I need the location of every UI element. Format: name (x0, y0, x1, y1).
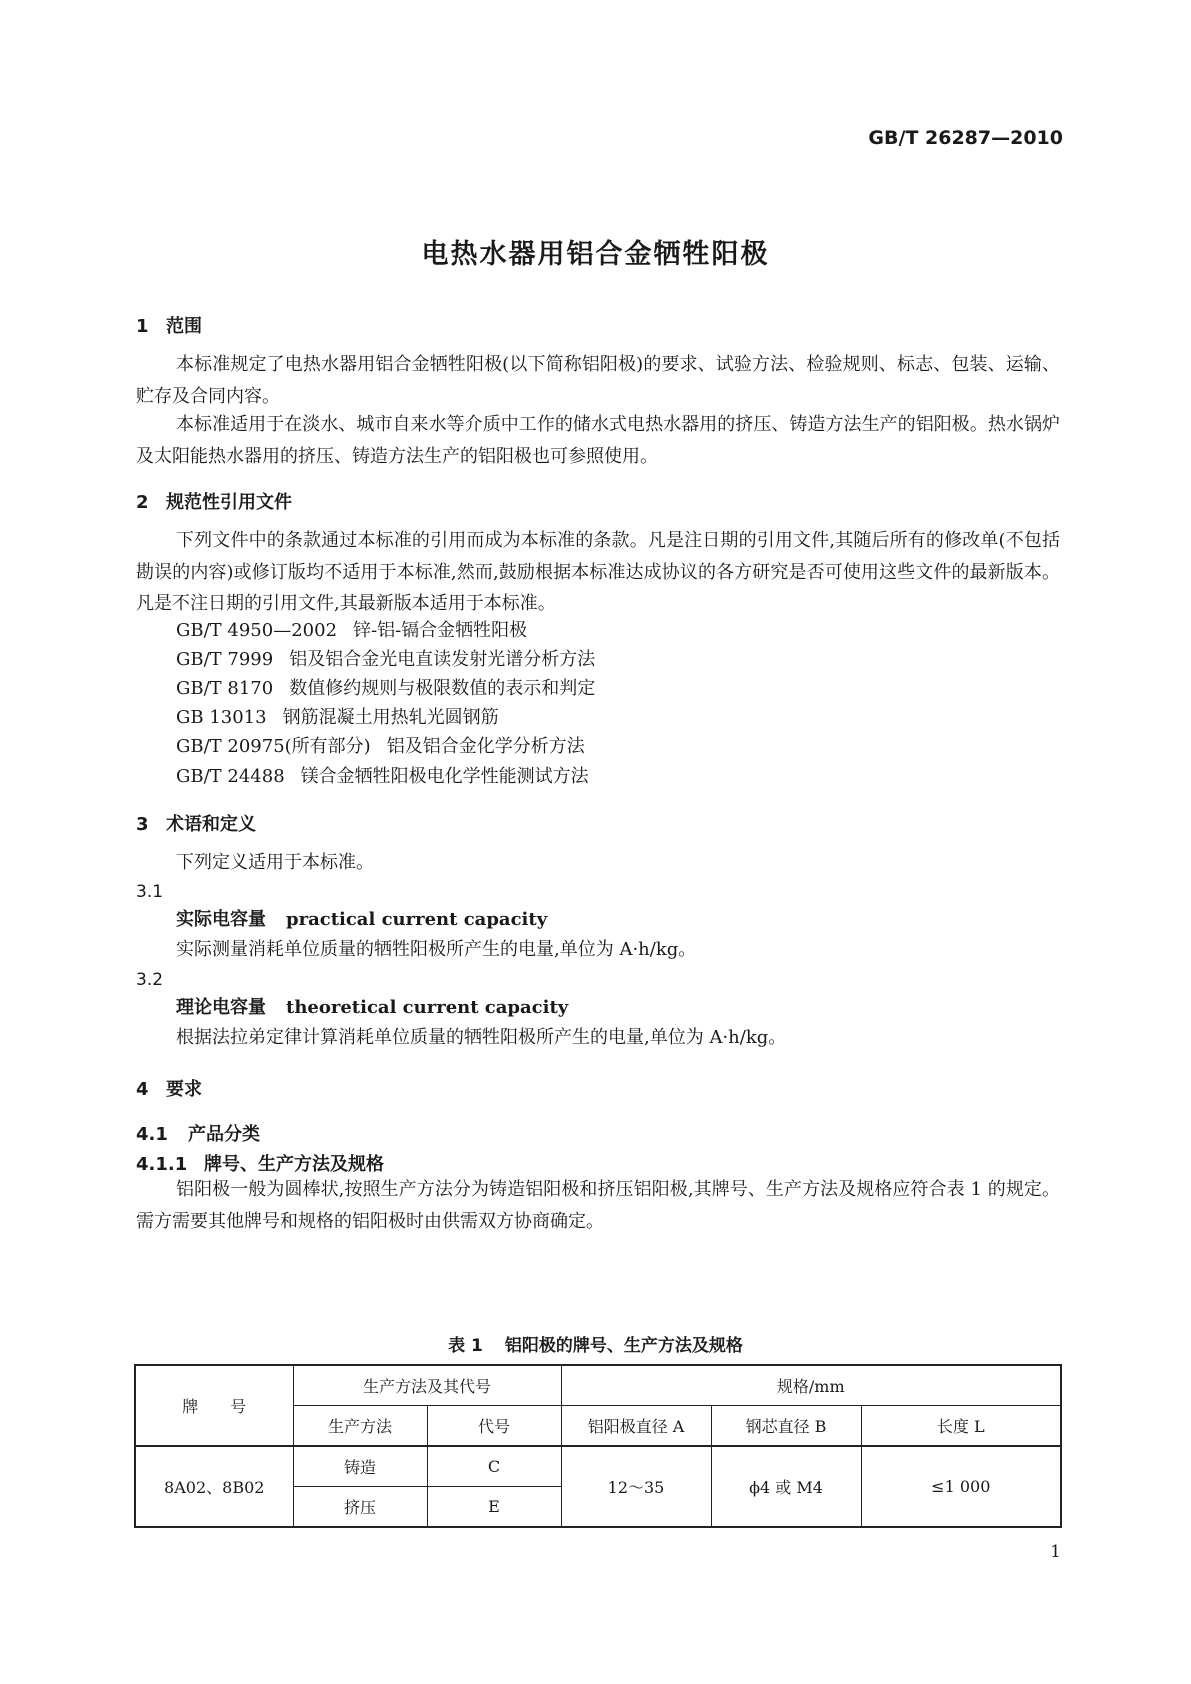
term-entry (176, 905, 547, 931)
section-1-paragraph-1: 本标准规定了电热水器用铝合金牺牲阳极(以下简称铝阳极)的要求、试验方法、检验规则、标志、包装、运输、贮存及合同内容。 (136, 354, 1060, 407)
section-2-heading (136, 488, 292, 514)
page-number: 1 (1050, 1542, 1061, 1562)
cell-method: 挤压 (293, 1487, 427, 1528)
section-title: 术语和定义 (166, 814, 256, 835)
section-number: 2 (136, 492, 149, 513)
reference-item (176, 615, 527, 647)
cell-code: E (427, 1487, 561, 1528)
cell-method: 铸造 (293, 1446, 427, 1487)
reference-title: 铝及铝合金光电直读发射光谱分析方法 (289, 649, 596, 670)
reference-code: GB/T 24488 (176, 766, 285, 787)
header-length-l: 长度 L (861, 1406, 1061, 1447)
term-english: practical current capacity (286, 909, 548, 930)
cell-code: C (427, 1446, 561, 1487)
term-entry (176, 993, 568, 1019)
section-title: 规范性引用文件 (166, 492, 292, 513)
reference-title: 镁合金牺牲阳极电化学性能测试方法 (300, 766, 589, 787)
header-diameter-a: 铝阳极直径 A (561, 1406, 711, 1447)
cell-grade: 8A02、8B02 (135, 1446, 293, 1527)
section-3-intro: 下列定义适用于本标准。 (176, 852, 374, 873)
section-title: 要求 (166, 1079, 202, 1100)
term-number: 3.2 (136, 970, 164, 990)
reference-code: GB/T 8170 (176, 678, 274, 699)
section-4-heading (136, 1075, 202, 1101)
cell-diameter-b: ϕ4 或 M4 (711, 1446, 861, 1527)
section-number: 3 (136, 814, 149, 835)
header-diameter-b: 钢芯直径 B (711, 1406, 861, 1447)
table-row (135, 1446, 1061, 1487)
reference-item (176, 731, 585, 763)
section-1-paragraph-2: 本标准适用于在淡水、城市自来水等介质中工作的储水式电热水器用的挤压、铸造方法生产的铝阳极。热水锅炉及太阳能热水器用的挤压、铸造方法生产的铝阳极也可参照使用。 (136, 414, 1060, 467)
subsection-4-1-1-heading (136, 1150, 384, 1176)
reference-item (176, 761, 589, 793)
document-title: 电热水器用铝合金牺牲阳极 (421, 239, 770, 270)
term-english: theoretical current capacity (286, 997, 569, 1018)
term-chinese: 理论电容量 (176, 997, 266, 1018)
section-2-paragraph: 下列文件中的条款通过本标准的引用而成为本标准的条款。凡是注日期的引用文件,其随后所有的修改单(不包括勘误的内容)或修订版均不适用于本标准,然而,鼓励根据本标准达成协议的各方研究是否可使用这些文件的最新版本。凡是不注日期的引用文件,其最新版本适用于本标准。 (136, 530, 1060, 614)
term-number: 3.1 (136, 882, 164, 902)
reference-code: GB 13013 (176, 707, 267, 728)
header-method-group: 生产方法及其代号 (293, 1365, 561, 1406)
section-number: 1 (136, 316, 149, 337)
reference-title: 数值修约规则与极限数值的表示和判定 (289, 678, 596, 699)
grade-spec-table (134, 1364, 1062, 1528)
reference-code: GB/T 4950—2002 (176, 620, 338, 641)
section-3-heading (136, 810, 256, 836)
reference-code: GB/T 20975(所有部分) (176, 736, 371, 757)
section-title: 范围 (166, 316, 202, 337)
reference-item (176, 702, 499, 734)
subsection-4-1-1-paragraph: 铝阳极一般为圆棒状,按照生产方法分为铸造铝阳极和挤压铝阳极,其牌号、生产方法及规格应符合表 1 的规定。需方需要其他牌号和规格的铝阳极时由供需双方协商确定。 (136, 1179, 1060, 1232)
section-title: 牌号、生产方法及规格 (204, 1154, 384, 1175)
header-code: 代号 (427, 1406, 561, 1447)
table-header-row (135, 1365, 1061, 1406)
table-caption (0, 1331, 1191, 1356)
reference-code: GB/T 7999 (176, 649, 274, 670)
header-spec-group: 规格/mm (561, 1365, 1061, 1406)
section-number: 4.1 (136, 1124, 168, 1145)
section-1-heading (136, 312, 202, 338)
term-chinese: 实际电容量 (176, 909, 266, 930)
cell-diameter-a: 12～35 (561, 1446, 711, 1527)
term-definition: 实际测量消耗单位质量的牺牲阳极所产生的电量,单位为 A·h/kg。 (176, 939, 697, 960)
reference-item (176, 673, 595, 705)
table-caption-title: 铝阳极的牌号、生产方法及规格 (504, 1336, 743, 1356)
header-grade: 牌 号 (135, 1365, 293, 1446)
reference-title: 钢筋混凝土用热轧光圆钢筋 (282, 707, 499, 728)
table-caption-number: 表 1 (448, 1336, 483, 1356)
subsection-4-1-heading (136, 1120, 260, 1146)
cell-length-l: ≤1 000 (861, 1446, 1061, 1527)
section-number: 4 (136, 1079, 149, 1100)
reference-title: 铝及铝合金化学分析方法 (386, 736, 585, 757)
reference-title: 锌-铝-镉合金牺牲阳极 (353, 620, 528, 641)
section-title: 产品分类 (188, 1124, 260, 1145)
standard-number: GB/T 26287—2010 (868, 127, 1063, 149)
section-number: 4.1.1 (136, 1154, 188, 1175)
header-method: 生产方法 (293, 1406, 427, 1447)
reference-item (176, 644, 595, 676)
term-definition: 根据法拉弟定律计算消耗单位质量的牺牲阳极所产生的电量,单位为 A·h/kg。 (176, 1027, 787, 1048)
